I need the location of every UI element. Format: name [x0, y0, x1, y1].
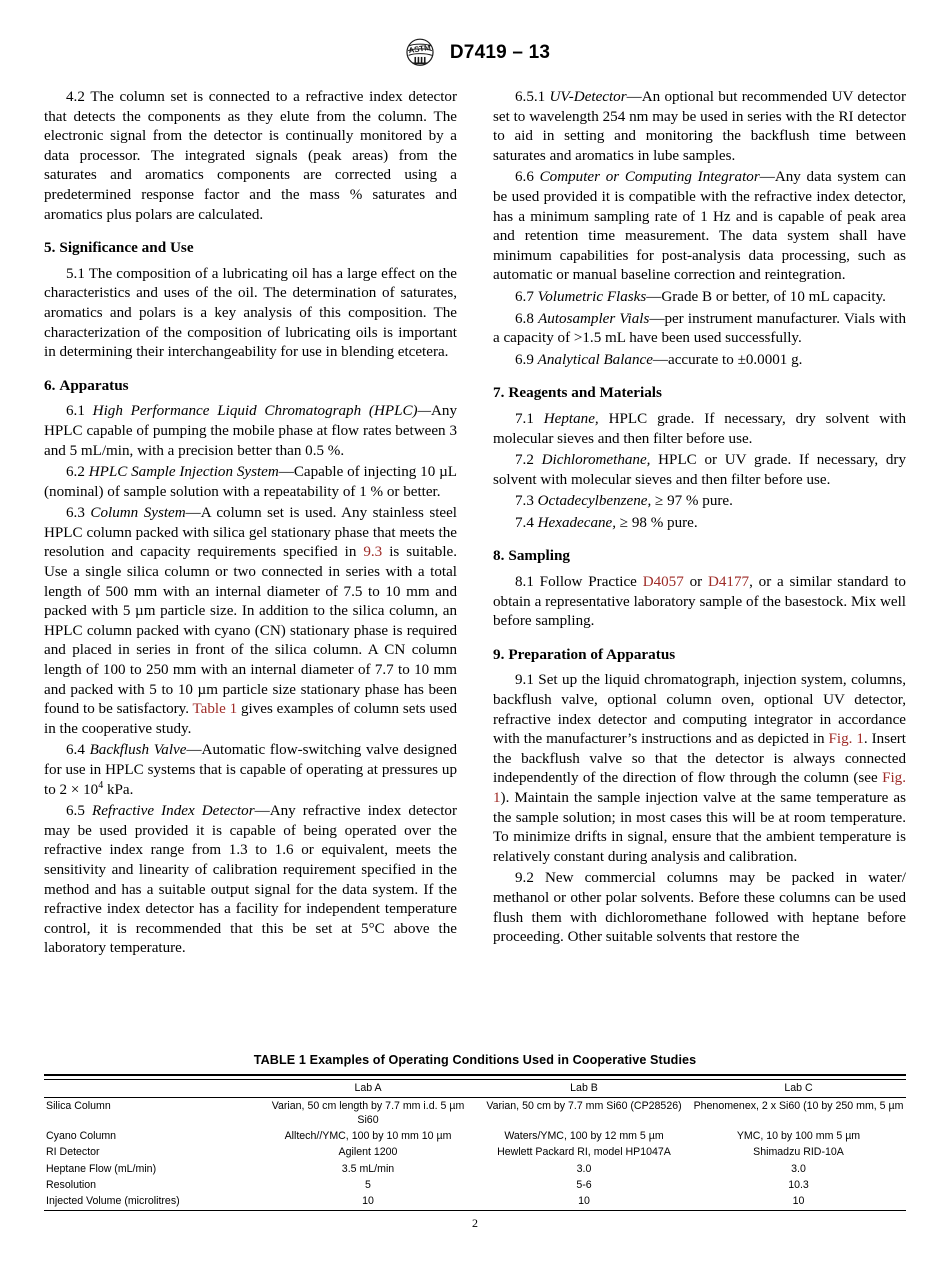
heading-7-title: Reagents and Materials [508, 384, 662, 402]
paragraph-6-8-number: 6.8 [515, 310, 534, 327]
cell-lab-a: Agilent 1200 [338, 1146, 398, 1159]
paragraph-6-5-1-term: UV-Detector [549, 89, 627, 105]
paragraph-6-8 [493, 310, 906, 349]
paragraph-6-5-1 [493, 88, 906, 166]
cell-lab-b: 10 [477, 1193, 691, 1211]
row-label: Resolution [46, 1178, 97, 1191]
paragraph-6-1 [44, 402, 457, 461]
paragraph-9-1 [493, 671, 906, 867]
row-label: Injected Volume (microlitres) [44, 1193, 259, 1211]
heading-8-number: 8. [493, 547, 505, 565]
paragraph-6-2-body: —Capable of injecting 10 µL (nominal) of sample solution with a repeatability of 1 % or better. [44, 464, 457, 500]
paragraph-7-3-term: Octadecylbenzene, [537, 493, 652, 510]
paragraph-6-5-body: —Any refractive index detector may be used provided it is capable of being operated over the refractive index range from 1.3 to 1.6 or equivalent, meets the sensitivity and linearity of calibration requirement specified in the method and has a suitable output signal for the data system. If the refractive index detector has a facility for independent temperature control, it is recommended that this be set at 5°C above the laboratory temperature. [44, 803, 457, 957]
paragraph-6-3-body-c: gives examples of column sets used in the cooperative study. [44, 701, 458, 737]
paragraph-7-1 [493, 410, 906, 449]
paragraph-6-3 [44, 504, 457, 739]
paragraph-7-3-body: ≥ 97 % pure. [651, 493, 733, 510]
paragraph-7-2 [493, 451, 906, 490]
table-1-container [44, 1053, 906, 1211]
paragraph-9-1-b: . Insert the backflush valve so that the detector is always connected independently of the direction of flow through the column (see [493, 731, 906, 787]
paragraph-7-1-term: Heptane, [543, 410, 599, 427]
paragraph-6-5-number: 6.5 [66, 803, 85, 820]
paragraph-6-3-number: 6.3 [66, 505, 85, 522]
paragraph-7-1-number: 7.1 [515, 410, 534, 427]
paragraph-4-2: 4.2 The column set is connected to a refractive index detector that detects the components as they elute from the column. The electronic signal from the detector is continually monitored by a data processor. The integrated signals (peak areas) from the saturates and aromatics components are corrected using a predetermined response factor and the mass % saturates and aromatics plus polars are calculated. [44, 89, 457, 223]
cell-lab-c: YMC, 10 by 100 mm 5 µm [736, 1130, 861, 1143]
paragraph-9-1-c: ). Maintain the sample injection valve at the same temperature as the sample solution; in most cases this will be at room temperature. To minimize drifts in signal, ensure that the ambient temperature is relatively constant during analysis and calibration. [493, 790, 906, 865]
cross-reference-fig-1-second[interactable]: Fig. 1 [493, 770, 906, 806]
paragraph-7-4-term: Hexadecane, [537, 514, 617, 531]
paragraph-6-4-body-a: —Automatic flow-switching valve designed for use in HPLC systems that is capable of operating at pressures up to 2 × 10 [44, 742, 458, 798]
cell-lab-c: 10 [691, 1193, 906, 1211]
cell-lab-a: Alltech//YMC, 100 by 10 mm 10 µm [284, 1130, 452, 1143]
paragraph-7-4-number: 7.4 [515, 514, 534, 531]
astm-logo-icon [400, 38, 440, 68]
cell-lab-c: 10.3 [788, 1178, 809, 1191]
cross-reference-9-3[interactable]: 9.3 [363, 544, 383, 561]
heading-9 [493, 645, 906, 665]
paragraph-7-2-term: Dichloromethane, [541, 452, 651, 469]
page-header [0, 0, 950, 74]
heading-5 [44, 238, 457, 258]
paragraph-6-4-term: Backflush Valve [89, 742, 187, 759]
page-number: 2 [472, 1216, 478, 1230]
svg-text:ASTM: ASTM [407, 42, 432, 56]
paragraph-6-5-term: Refractive Index Detector [92, 803, 255, 820]
paragraph-6-1-term: High Performance Liquid Chromatograph (HPLC)— [92, 403, 431, 420]
table-row [44, 1177, 906, 1193]
column-header-blank [44, 1080, 259, 1098]
paragraph-6-2-number: 6.2 [66, 464, 85, 481]
paragraph-6-8-term: Autosampler Vials [538, 310, 650, 327]
table-row [44, 1128, 906, 1144]
paragraph-6-5 [44, 802, 457, 959]
heading-6-number: 6. [44, 376, 56, 394]
paragraph-6-6 [493, 168, 906, 286]
paragraph-8-1-b: or [683, 574, 708, 591]
paragraph-7-2-body: HPLC or UV grade. If necessary, dry solvent with molecular sieves and then filter before use. [493, 452, 906, 488]
heading-8 [493, 546, 906, 566]
table-1 [44, 1074, 906, 1211]
paragraph-7-1-body: HPLC grade. If necessary, dry solvent with molecular sieves and then filter before use. [493, 410, 906, 447]
paragraph-6-1-number: 6.1 [66, 403, 85, 420]
heading-6-title: Apparatus [59, 376, 129, 394]
left-column [44, 88, 457, 961]
table-1-caption: TABLE 1 Examples of Operating Conditions Used in Cooperative Studies [253, 1053, 697, 1067]
paragraph-6-7 [493, 288, 906, 308]
cross-reference-d4177[interactable]: D4177 [707, 574, 750, 591]
paragraph-6-2 [44, 463, 457, 502]
row-label: RI Detector [46, 1146, 100, 1159]
cross-reference-table-1[interactable]: Table 1 [192, 701, 238, 718]
row-label: Heptane Flow (mL/min) [46, 1162, 157, 1175]
row-label: Cyano Column [46, 1130, 117, 1143]
table-row [44, 1161, 906, 1177]
paragraph-6-4 [44, 741, 457, 800]
cell-lab-b: Hewlett Packard RI, model HP1047A [497, 1146, 671, 1159]
paragraph-6-3-body-a: —A column set is used. Any stainless steel HPLC column packed with silica gel stationary phase that meets the resolution and capacity requirements specified in [44, 505, 457, 561]
row-label: Silica Column [46, 1100, 111, 1113]
paragraph-7-3 [493, 492, 906, 512]
paragraph-6-4-body-b: kPa. [103, 781, 134, 798]
table-1-header-row [44, 1080, 906, 1098]
paragraph-7-2-number: 7.2 [515, 452, 534, 469]
cross-reference-d4057[interactable]: D4057 [642, 574, 684, 591]
cell-lab-b: Waters/YMC, 100 by 12 mm 5 µm [504, 1130, 664, 1143]
paragraph-6-5-1-number: 6.5.1 [515, 89, 546, 105]
table-row [44, 1193, 906, 1211]
heading-8-title: Sampling [508, 547, 571, 565]
heading-7-number: 7. [493, 384, 505, 402]
cell-lab-a: 5 [365, 1178, 371, 1191]
paragraph-7-4 [493, 514, 906, 534]
cell-lab-c: Phenomenex, 2 x Si60 (10 by 250 mm, 5 µm [693, 1100, 904, 1113]
cell-lab-b: Varian, 50 cm by 7.7 mm Si60 (CP28526) [486, 1100, 682, 1113]
cell-lab-c: Shimadzu RID-10A [753, 1146, 844, 1159]
cell-lab-a: 3.5 mL/min [341, 1162, 395, 1175]
paragraph-5-1: 5.1 The composition of a lubricating oil has a large effect on the characteristics and uses of the oil. The determination of saturates, aromatics and polars is a key analysis of this composition. The characterization of the composition of lubricating oils is important in determining their interchangeability for use in blending etcetera. [44, 265, 457, 361]
column-header-lab-a: Lab A [259, 1080, 477, 1098]
paragraph-6-7-term: Volumetric Flasks [537, 288, 647, 305]
cross-reference-fig-1-first[interactable]: Fig. 1 [828, 731, 864, 748]
paragraph-6-2-term: HPLC Sample Injection System [88, 464, 279, 481]
cell-lab-a: Varian, 50 cm length by 7.7 mm i.d. 5 µm Si60 [271, 1100, 465, 1127]
heading-5-title: Significance and Use [59, 239, 194, 257]
column-header-lab-b: Lab B [477, 1080, 691, 1098]
paragraph-6-1-body: Any HPLC capable of pumping the mobile phase at flow rates between 3 and 5 mL/min, with a precision better than 0.5 %. [44, 403, 457, 459]
cell-lab-b: 3.0 [576, 1162, 592, 1175]
paragraph-6-6-term: Computer or Computing Integrator [539, 169, 760, 186]
paragraph-6-3-body-b: is suitable. Use a single silica column or two connected in series with a total length of 500 mm with an internal diameter of 7.5 to 10 mm and packed with 5 µm particle size. In addition to the silica column, an HPLC column packed with cyano (CN) stationary phase is required and placed in series in front of the silica column. A CN column length of 100 to 250 mm with an internal diameter of 7.7 to 10 mm and packed with 5 to 10 µm particle size stationary phase has been found to be satisfactory. [44, 544, 457, 718]
table-row [44, 1098, 906, 1129]
paragraph-6-8-body: —per instrument manufacturer. Vials with a capacity of >1.5 mL have been used successfully. [493, 310, 906, 347]
body-columns [44, 88, 906, 961]
document-designation: D7419 – 13 [449, 42, 551, 63]
paragraph-9-2: 9.2 New commercial columns may be packed in water/ methanol or other polar solvents. Before these columns can be used flush them with dichloromethane followed with heptane before proceeding. Other suitable solvents that restore the [493, 870, 906, 946]
right-column [493, 88, 906, 961]
table-1-head [44, 1075, 906, 1098]
heading-6 [44, 376, 457, 396]
table-row [44, 1144, 906, 1160]
paragraph-8-1-a: 8.1 Follow Practice [515, 574, 643, 591]
paragraph-6-6-body: —Any data system can be used provided it is compatible with the refractive index detector, has a minimum sampling rate of 1 Hz and is capable of peak area and retention time measurement. The data system shall have minimum capabilities for post-analysis data processing, such as automatic or manual baseline correction and reintegration. [493, 169, 906, 284]
paragraph-6-7-body: —Grade B or better, of 10 mL capacity. [646, 288, 886, 305]
paragraph-6-3-term: Column System [90, 505, 186, 522]
paragraph-7-3-number: 7.3 [515, 493, 534, 510]
heading-5-number: 5. [44, 239, 56, 257]
table-1-body [44, 1098, 906, 1211]
paragraph-6-9-term: Analytical Balance [537, 351, 653, 368]
paragraph-6-9-body: —accurate to ±0.0001 g. [652, 351, 803, 368]
paragraph-6-9-number: 6.9 [515, 351, 534, 368]
paragraph-8-1-c: , or a similar standard to obtain a representative laboratory sample of the basestock. Mix well before sampling. [493, 574, 906, 630]
paragraph-6-4-exponent: 4 [98, 779, 104, 791]
paragraph-6-5-1-body: —An optional but recommended UV detector set to wavelength 254 nm may be used in series with the RI detector to aid in setting and monitoring the backflush time between saturates and aromatics in lube samples. [493, 89, 906, 164]
paragraph-8-1 [493, 573, 906, 632]
paragraph-6-9 [493, 351, 906, 371]
heading-7 [493, 383, 906, 403]
paragraph-6-7-number: 6.7 [515, 288, 534, 305]
cell-lab-a: 10 [259, 1193, 477, 1211]
paragraph-7-4-body: ≥ 98 % pure. [616, 514, 698, 531]
heading-9-number: 9. [493, 645, 505, 663]
paragraph-6-6-number: 6.6 [515, 169, 534, 186]
heading-9-title: Preparation of Apparatus [508, 645, 676, 663]
cell-lab-c: 3.0 [791, 1162, 806, 1175]
column-header-lab-c: Lab C [691, 1080, 906, 1098]
paragraph-6-4-number: 6.4 [66, 742, 85, 759]
cell-lab-b: 5-6 [576, 1178, 592, 1191]
paragraph-9-1-a: 9.1 Set up the liquid chromatograph, injection system, columns, backflush valve, optional column oven, optional UV detector, refractive index detector and computing integrator in accordance with the manufacturer’s instructions and as depicted in [493, 672, 906, 748]
